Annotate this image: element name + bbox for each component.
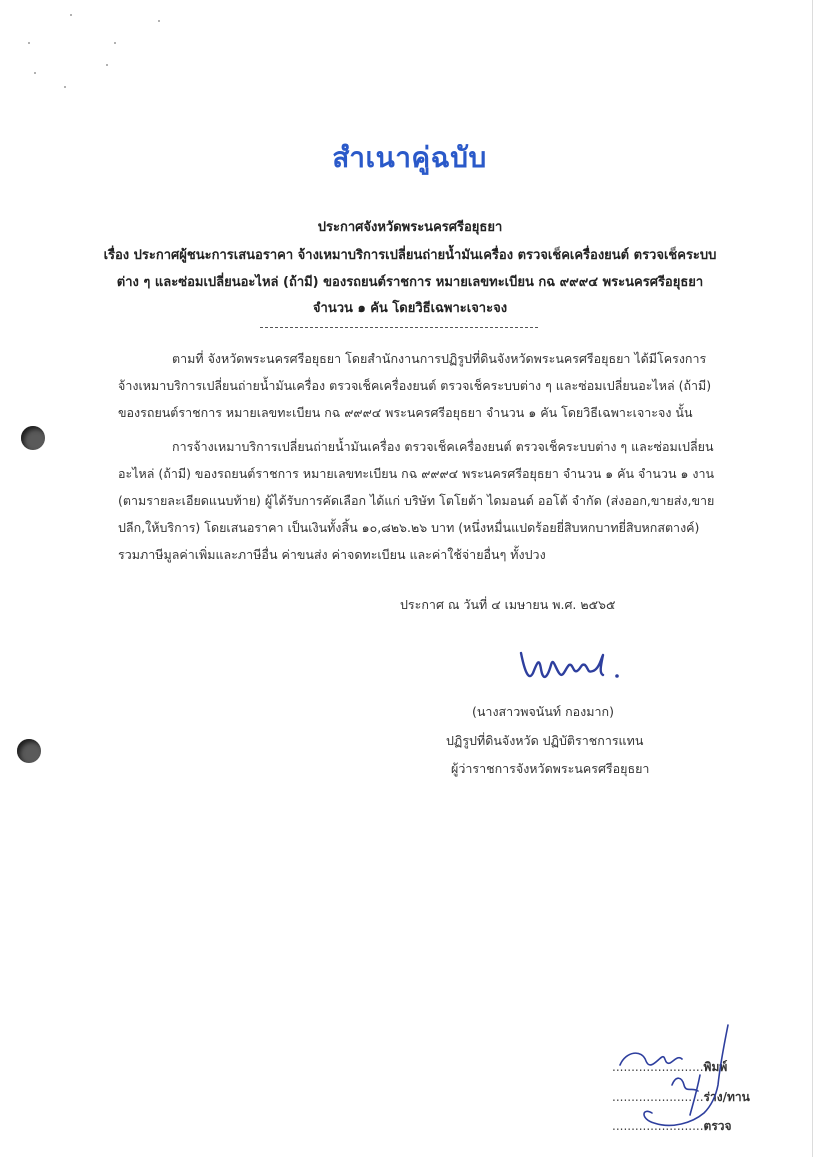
dotted-line: ........................ (612, 1090, 704, 1104)
scan-speck (64, 86, 66, 88)
paragraph2-line: ปลีก,ให้บริการ) โดยเสนอราคา เป็นเงินทั้งสิ้น ๑๐,๘๒๖.๒๖ บาท (หนึ่งหมื่นแปดร้อยยี่สิบหกบาทยี่สิบหกสตางค์) (118, 520, 700, 535)
dotted-line: ........................ (612, 1119, 704, 1133)
paragraph1-line: จ้างเหมาบริการเปลี่ยนถ่ายน้ำมันเครื่อง ตรวจเช็คเครื่องยนต์ ตรวจเช็คระบบต่าง ๆ และซ่อมเปลี่ยนอะไหล่ (ถ้ามี) (118, 378, 712, 393)
drafter-label: ร่าง/ทาน (703, 1090, 750, 1104)
subject-line-1: เรื่อง ประกาศผู้ชนะการเสนอราคา จ้างเหมาบริการเปลี่ยนถ่ายน้ำมันเครื่อง ตรวจเช็คเครื่องยนต์ ตรวจเช็คระบบ (103, 248, 717, 263)
paragraph1-line: ของรถยนต์ราชการ หมายเลขทะเบียน กฉ ๙๙๙๔ พระนครศรีอยุธยา จำนวน ๑ คัน โดยวิธีเฉพาะเจาะจง นั้น (118, 405, 693, 420)
announcement-title: ประกาศจังหวัดพระนครศรีอยุธยา (317, 220, 503, 235)
copy-stamp: สำเนาคู่ฉบับ (332, 141, 487, 174)
paragraph2-line: รวมภาษีมูลค่าเพิ่มและภาษีอื่น ค่าขนส่ง ค่าจดทะเบียน และค่าใช้จ่ายอื่นๆ ทั้งปวง (118, 547, 546, 562)
checker-label: ตรวจ (703, 1119, 732, 1133)
paragraph2-line: การจ้างเหมาบริการเปลี่ยนถ่ายน้ำมันเครื่อง ตรวจเช็คเครื่องยนต์ ตรวจเช็คระบบต่าง ๆ และซ่อมเปลี่ยน (172, 439, 714, 454)
separator-line (260, 327, 538, 328)
announce-date: ประกาศ ณ วันที่ ๔ เมษายน พ.ศ. ๒๕๖๕ (400, 597, 616, 612)
scan-speck (106, 64, 108, 66)
scan-speck (158, 20, 160, 22)
paragraph2-line: อะไหล่ (ถ้ามี) ของรถยนต์ราชการ หมายเลขทะเบียน กฉ ๙๙๙๔ พระนครศรีอยุธยา จำนวน ๑ คัน จำนวน ๑ งาน (118, 466, 715, 481)
subject-line-3: จำนวน ๑ คัน โดยวิธีเฉพาะเจาะจง (312, 301, 508, 316)
initials-scribble (612, 1015, 732, 1135)
scan-speck (114, 42, 116, 44)
punch-hole (17, 739, 41, 763)
typist-label: พิมพ์ (703, 1060, 728, 1074)
paragraph1-line: ตามที่ จังหวัดพระนครศรีอยุธยา โดยสำนักงานการปฏิรูปที่ดินจังหวัดพระนครศรีอยุธยา ได้มีโครงการ (172, 351, 707, 366)
punch-hole (21, 426, 45, 450)
paragraph2-line: (ตามรายละเอียดแนบท้าย) ผู้ได้รับการคัดเลือก ได้แก่ บริษัท โตโยต้า ไดมอนด์ ออโต้ จำกัด (ส่งออก,ขายส่ง,ขาย (118, 493, 715, 508)
scan-speck (34, 72, 36, 74)
dotted-line: ........................ (612, 1060, 704, 1074)
signer-name: (นางสาวพจนันท์ กองมาก) (472, 704, 614, 719)
signer-position-1: ปฏิรูปที่ดินจังหวัด ปฏิบัติราชการแทน (446, 733, 644, 748)
scan-speck (70, 14, 72, 16)
subject-line-2: ต่าง ๆ และซ่อมเปลี่ยนอะไหล่ (ถ้ามี) ของรถยนต์ราชการ หมายเลขทะเบียน กฉ ๙๙๙๔ พระนครศรีอยุธยา (116, 275, 704, 290)
scan-speck (28, 42, 30, 44)
handwritten-signature (515, 643, 635, 688)
signer-position-2: ผู้ว่าราชการจังหวัดพระนครศรีอยุธยา (451, 761, 650, 776)
